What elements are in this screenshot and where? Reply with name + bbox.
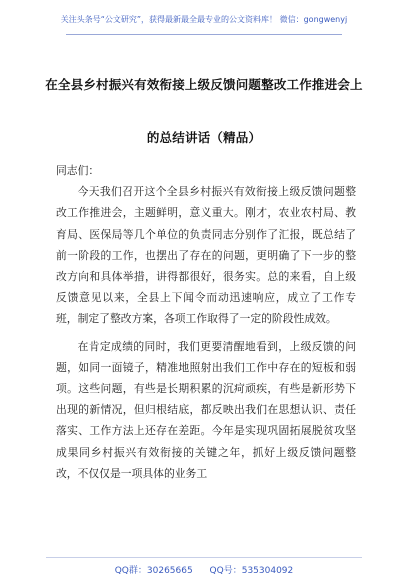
header-banner: 关注头条号“公文研究”，获得最新最全最专业的公文资料库！ 微信：gongwenyj [60, 15, 348, 24]
document-body [56, 160, 356, 484]
salutation: 同志们： [56, 164, 100, 177]
body-paragraph-2: 在肯定成绩的同时，我们更要清醒地看到，上级反馈的问题，如同一面镜子，精准地照射出我们工作中存在的短板和弱项。这些问题，有些是长期积累的沉疴顽疾，有些是新形势下出现的新情况，但归根结底，都反映出我们在思想认识、责任落实、工作方法上还存在差距。今年是实现巩固拓展脱贫攻坚成果同乡村振兴有效衔接的关键之年，抓好上级反馈问题整改，不仅仅是一项具体的业务工 [56, 339, 356, 480]
footer-divider [46, 557, 362, 558]
footer-contact: QQ群：30265665 QQ号：535304092 [114, 566, 294, 576]
document-title-line-2: 的总结讲话（精品） [146, 130, 262, 145]
body-paragraph-1: 今天我们召开这个全县乡村振兴有效衔接上级反馈问题整改工作推进会，主题鲜明，意义重大。刚才，农业农村局、教育局、医保局等几个单位的负责同志分别作了汇报，既总结了前一阶段的工作，也摆出了存在的问题，更明确了下一步的整改方向和具体举措，讲得都很好，很务实。总的来看，自上级反馈意见以来，全县上下闻令而动迅速响应，成立了工作专班，制定了整改方案，各项工作取得了一定的阶段性成效。 [56, 185, 356, 326]
document-title-line-1: 在全县乡村振兴有效衔接上级反馈问题整改工作推进会上 [45, 77, 363, 92]
header-divider [66, 34, 342, 35]
